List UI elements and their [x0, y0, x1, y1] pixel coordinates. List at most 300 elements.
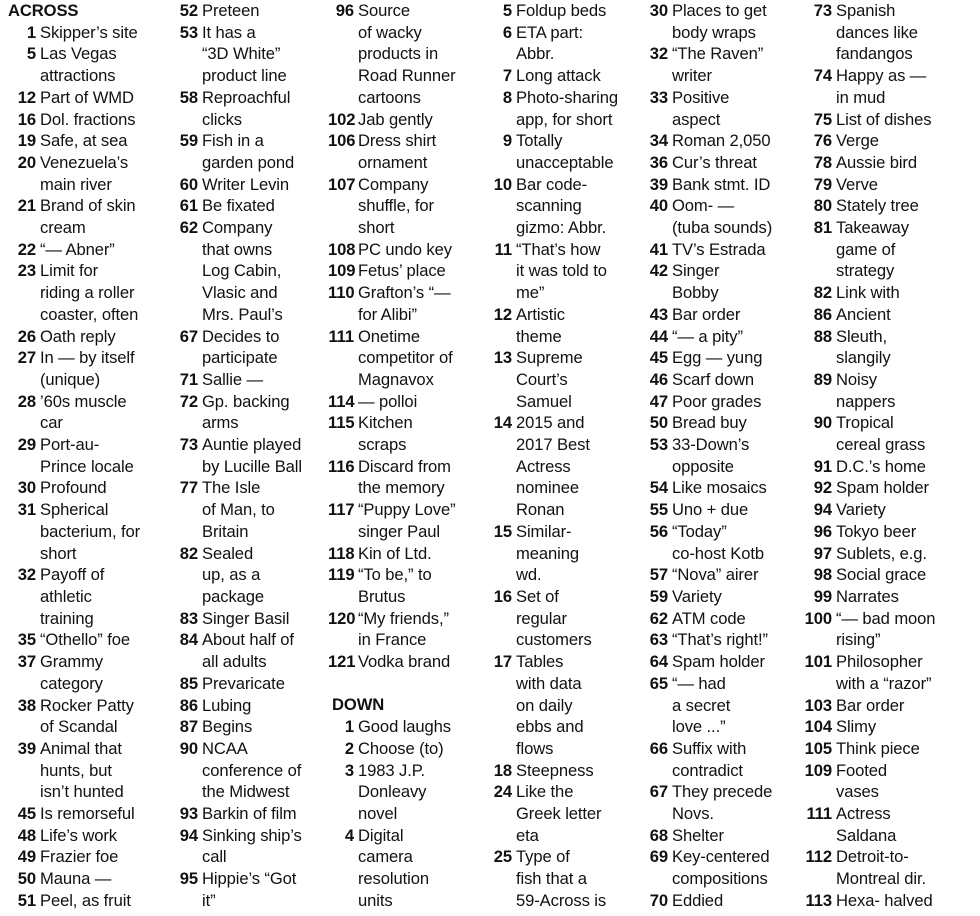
clue-text: NCAA conference of the Midwest: [202, 738, 302, 802]
clue-item: [800, 130, 976, 152]
clue-number: 92: [813, 478, 832, 498]
clue-item: [640, 130, 796, 152]
clue-text: — polloi: [358, 391, 418, 411]
clue-item: [4, 738, 154, 803]
clue-text: Think piece: [836, 738, 920, 758]
clue-number: 3: [344, 760, 354, 780]
clue-item: [800, 0, 976, 65]
clue-item: [4, 868, 154, 890]
clue-number: 70: [649, 890, 668, 910]
clue-number: 30: [17, 478, 36, 498]
clue-text: Company that owns Log Cabin, Vlasic and Mrs. Paul’s: [202, 218, 283, 324]
clue-item: [800, 586, 976, 608]
clue-number: 19: [17, 131, 36, 151]
clue-text: Link with: [836, 283, 900, 303]
clue-number: 49: [17, 847, 36, 867]
clue-number: 46: [649, 369, 668, 389]
clue-text: Ancient: [836, 304, 891, 324]
clue-item: [328, 499, 480, 542]
clue-text: Philosopher with a “razor”: [836, 652, 932, 693]
clue-number: 117: [328, 500, 355, 520]
clue-text: ’60s muscle car: [40, 391, 127, 433]
clue-item: [328, 0, 480, 109]
clue-text: Spam holder: [672, 652, 765, 672]
clue-number: 24: [493, 782, 512, 802]
clue-text: Noisy nappers: [836, 369, 896, 411]
clue-number: 45: [649, 348, 668, 368]
clue-text: Tropical cereal grass: [836, 413, 926, 455]
clue-item: [800, 651, 976, 694]
clue-item: [166, 369, 324, 391]
clue-item: [166, 868, 324, 911]
clue-text: “Nova” airer: [672, 565, 759, 585]
clue-item: [640, 347, 796, 369]
clue-item: [640, 586, 796, 608]
clue-text: Foldup beds: [516, 1, 607, 20]
clue-item: [640, 195, 796, 238]
clue-number: 75: [813, 109, 832, 129]
clue-text: Shelter: [672, 825, 724, 845]
clue-number: 40: [649, 196, 668, 216]
clue-text: Digital camera resolution units: [358, 825, 429, 910]
clue-item: [640, 564, 796, 586]
clue-text: Kitchen scraps: [358, 413, 413, 455]
clue-item: [800, 716, 976, 738]
clue-item: [328, 239, 480, 261]
clue-number: 25: [493, 847, 512, 867]
clue-number: 64: [649, 652, 668, 672]
clue-item: [166, 434, 324, 477]
clue-text: Payoff of athletic training: [40, 565, 105, 628]
clue-number: 111: [806, 804, 832, 824]
clue-item: [328, 738, 480, 760]
clue-number: 16: [17, 109, 36, 129]
clue-item: [328, 391, 480, 413]
clue-text: About half of all adults: [202, 630, 294, 672]
clue-item: [4, 477, 154, 499]
clue-number: 77: [179, 478, 198, 498]
section-heading-down: DOWN: [332, 695, 385, 715]
clue-text: Kin of Ltd.: [358, 543, 432, 563]
clue-number: 119: [328, 565, 355, 585]
clue-item: [4, 239, 154, 261]
clue-item: [640, 651, 796, 673]
clue-item: [640, 477, 796, 499]
clue-item: [328, 543, 480, 565]
clue-number: 89: [813, 369, 832, 389]
clue-number: 72: [179, 391, 198, 411]
clue-item: [800, 326, 976, 369]
clue-item: [166, 87, 324, 130]
clue-number: 104: [804, 717, 832, 737]
clue-item: [166, 825, 324, 868]
clue-text: D.C.’s home: [836, 456, 926, 476]
clue-text: Verge: [836, 131, 879, 151]
clue-item: [486, 87, 634, 130]
clue-number: 109: [804, 760, 832, 780]
clue-text: Roman 2,050: [672, 131, 771, 151]
clue-number: 10: [493, 174, 512, 194]
clue-number: 2: [344, 738, 354, 758]
clue-number: 58: [179, 87, 198, 107]
clue-text: Source of wacky products in Road Runner cartoons: [358, 1, 456, 107]
clue-item: [800, 499, 976, 521]
clue-item: [4, 195, 154, 238]
clue-text: Narrates: [836, 586, 899, 606]
clue-number: 111: [328, 326, 354, 346]
clue-number: 4: [344, 825, 354, 845]
clue-text: Like mosaics: [672, 478, 767, 498]
clue-text: Totally unacceptable: [516, 131, 614, 172]
clue-number: 9: [502, 131, 512, 151]
clue-text: Set of regular customers: [516, 586, 592, 650]
clue-text: Social grace: [836, 565, 927, 585]
clue-item: [640, 499, 796, 521]
clue-item: [640, 629, 796, 651]
clue-text: Dress shirt ornament: [358, 131, 437, 172]
clue-number: 21: [17, 196, 36, 216]
clue-number: 86: [179, 695, 198, 715]
clue-item: [800, 738, 976, 760]
clue-text: 2015 and 2017 Best Actress nominee Ronan: [516, 413, 590, 520]
clue-text: Oath reply: [40, 326, 116, 346]
clue-item: [800, 174, 976, 196]
clue-number: 67: [649, 782, 668, 802]
clue-text: Photo-sharing app, for short: [516, 87, 619, 129]
clue-number: 15: [493, 521, 512, 541]
clue-text: TV’s Estrada: [672, 239, 766, 259]
clue-item: [4, 152, 154, 195]
clue-number: 13: [493, 348, 512, 368]
clue-item: [640, 521, 796, 564]
clue-text: Positive aspect: [672, 87, 730, 129]
clue-text: Rocker Patty of Scandal: [40, 695, 134, 737]
clue-text: Singer Basil: [202, 608, 290, 628]
clue-text: Supreme Court’s Samuel: [516, 348, 583, 411]
clue-number: 81: [813, 218, 832, 238]
clue-number: 121: [328, 652, 356, 672]
clue-number: 79: [813, 174, 832, 194]
clue-item: [166, 477, 324, 542]
clue-item: [800, 369, 976, 412]
clue-number: 101: [804, 652, 832, 672]
clue-item: [328, 760, 480, 825]
clue-item: [4, 347, 154, 390]
clue-item: [4, 260, 154, 325]
clue-number: 86: [813, 304, 832, 324]
clue-item: [486, 130, 634, 173]
clue-item: [800, 195, 976, 217]
clue-text: “Today” co-host Kotb: [672, 521, 764, 563]
clue-item: [486, 651, 634, 760]
clue-text: Happy as — in mud: [836, 66, 927, 107]
clue-text: Footed vases: [836, 760, 888, 802]
clue-item: [486, 65, 634, 87]
clue-number: 35: [17, 630, 36, 650]
clue-item: [166, 22, 324, 87]
clue-text: Auntie played by Lucille Ball: [202, 435, 302, 476]
clue-number: 31: [17, 500, 36, 520]
clue-text: Barkin of film: [202, 804, 297, 824]
clue-number: 1: [26, 22, 36, 42]
clue-number: 50: [17, 869, 36, 889]
clue-text: Venezuela’s main river: [40, 152, 129, 194]
clue-item: [640, 825, 796, 847]
clue-number: 39: [649, 174, 668, 194]
clue-item: [4, 825, 154, 847]
clue-number: 84: [179, 630, 198, 650]
clue-text: Peel, as fruit: [40, 890, 131, 910]
clue-item: [166, 738, 324, 803]
clue-number: 17: [493, 652, 512, 672]
clue-item: [166, 130, 324, 173]
clue-number: 99: [813, 586, 832, 606]
clue-item: [166, 391, 324, 434]
clue-column-5: [640, 0, 796, 912]
clue-text: Grafton’s “— for Alibi”: [358, 283, 451, 324]
clue-item: [800, 695, 976, 717]
clue-number: 118: [328, 543, 355, 563]
clue-number: 11: [494, 239, 512, 259]
clue-number: 73: [813, 1, 832, 20]
clue-item: [640, 846, 796, 889]
clue-item: [486, 846, 634, 911]
clue-number: 52: [179, 1, 198, 20]
clue-number: 1: [344, 717, 354, 737]
clue-text: Stately tree: [836, 196, 919, 216]
clue-number: 114: [328, 391, 355, 411]
clue-text: 1983 J.P. Donleavy novel: [358, 760, 427, 823]
clue-text: Port-au- Prince locale: [40, 435, 134, 476]
clue-number: 22: [17, 239, 36, 259]
clue-item: [800, 608, 976, 651]
clue-text: Prevaricate: [202, 673, 285, 693]
clue-item: [800, 477, 976, 499]
clue-text: ATM code: [672, 608, 746, 628]
clue-text: List of dishes: [836, 109, 932, 129]
clue-item: [800, 543, 976, 565]
clue-item: [328, 174, 480, 239]
clue-item: [640, 890, 796, 912]
clue-item: [166, 608, 324, 630]
clue-number: 93: [179, 804, 198, 824]
clue-number: 23: [17, 261, 36, 281]
clue-item: [800, 456, 976, 478]
clue-item: [640, 260, 796, 303]
clue-item: [328, 130, 480, 173]
clue-item: [4, 391, 154, 434]
clue-number: 53: [179, 22, 198, 42]
clue-number: 33: [649, 87, 668, 107]
clue-item: [640, 43, 796, 86]
clue-number: 116: [328, 456, 355, 476]
clue-text: Vodka brand: [358, 652, 451, 672]
clue-number: 59: [649, 586, 668, 606]
clue-number: 32: [17, 565, 36, 585]
clue-item: [328, 109, 480, 131]
clue-item: [640, 608, 796, 630]
clue-text: “Othello” foe: [40, 630, 131, 650]
clue-text: Life’s work: [40, 825, 117, 845]
clue-number: 90: [813, 413, 832, 433]
clue-number: 87: [179, 717, 198, 737]
clue-item: [328, 564, 480, 607]
clue-item: [166, 174, 324, 196]
clue-number: 80: [813, 196, 832, 216]
clue-number: 91: [813, 456, 832, 476]
clue-text: Similar- meaning wd.: [516, 521, 579, 585]
clue-number: 53: [649, 435, 668, 455]
clue-item: [166, 716, 324, 738]
clue-number: 88: [813, 326, 832, 346]
clue-text: Bar order: [672, 304, 741, 324]
clue-item: [328, 716, 480, 738]
clue-text: Fetus’ place: [358, 261, 446, 281]
clue-number: 42: [649, 261, 668, 281]
clue-number: 14: [493, 413, 512, 433]
clue-item: [4, 695, 154, 738]
clue-number: 39: [17, 738, 36, 758]
clue-number: 44: [649, 326, 668, 346]
section-heading-across: ACROSS: [8, 1, 79, 20]
clue-item: [640, 369, 796, 391]
clue-text: “The Raven” writer: [672, 44, 764, 86]
clue-column-4: [486, 0, 634, 912]
clue-item: [328, 456, 480, 499]
clue-item: [486, 521, 634, 586]
clue-item: [800, 760, 976, 803]
clue-number: 67: [179, 326, 198, 346]
clue-text: Tokyo beer: [836, 521, 917, 541]
clue-text: Scarf down: [672, 369, 755, 389]
clue-number: 120: [328, 608, 356, 628]
clue-text: Bar code- scanning gizmo: Abbr.: [516, 174, 607, 238]
clue-number: 105: [804, 738, 832, 758]
clue-number: 62: [179, 218, 198, 238]
clue-number: 30: [649, 1, 668, 20]
clue-number: 45: [17, 804, 36, 824]
clue-item: [4, 499, 154, 564]
clue-number: 7: [502, 66, 512, 86]
clue-item: [486, 22, 634, 65]
clue-item: [800, 412, 976, 455]
clue-text: Detroit-to- Montreal dir.: [836, 847, 927, 889]
clue-number: 94: [813, 500, 832, 520]
clue-text: “To be,” to Brutus: [358, 565, 432, 606]
clue-column-3: [328, 0, 480, 912]
clue-number: 83: [179, 608, 198, 628]
clue-number: 96: [813, 521, 832, 541]
clue-number: 68: [649, 825, 668, 845]
clue-number: 106: [328, 131, 356, 151]
clue-item: [4, 803, 154, 825]
clue-text: Begins: [202, 717, 253, 737]
clue-text: PC undo key: [358, 239, 452, 259]
clue-text: Egg — yung: [672, 348, 763, 368]
clue-text: Tables with data on daily ebbs and flows: [516, 652, 584, 758]
clue-text: Cur’s threat: [672, 152, 757, 172]
clue-number: 69: [649, 847, 668, 867]
clue-text: Gp. backing arms: [202, 391, 290, 433]
clue-text: It has a “3D White” product line: [202, 22, 287, 86]
clue-number: 8: [502, 87, 512, 107]
clue-item: [166, 695, 324, 717]
clue-item: [4, 434, 154, 477]
clue-number: 32: [649, 44, 668, 64]
clue-item: [800, 217, 976, 282]
clue-item: [800, 521, 976, 543]
clue-number: 71: [179, 369, 198, 389]
clue-number: 34: [649, 131, 668, 151]
clue-text: Like the Greek letter eta: [516, 782, 602, 845]
clue-item: [4, 629, 154, 651]
clue-number: 26: [17, 326, 36, 346]
clue-column-6: [800, 0, 976, 912]
clue-number: 41: [649, 239, 668, 259]
clue-text: “That’s right!”: [672, 630, 768, 650]
clue-text: “My friends,” in France: [358, 608, 449, 650]
clue-item: [4, 87, 154, 109]
clue-item: [640, 738, 796, 781]
clue-number: 98: [813, 565, 832, 585]
clue-number: 74: [813, 66, 832, 86]
clue-number: 27: [17, 348, 36, 368]
clue-item: [640, 781, 796, 824]
clue-number: 12: [493, 304, 512, 324]
clue-number: 82: [813, 283, 832, 303]
clue-item: [4, 651, 154, 694]
clue-number: 47: [649, 391, 668, 411]
clue-text: Spherical bacterium, for short: [40, 500, 141, 563]
clue-text: Places to get body wraps: [672, 1, 767, 42]
clue-item: [800, 304, 976, 326]
clue-item: [640, 412, 796, 434]
clue-number: 112: [805, 847, 832, 867]
clue-text: Sleuth, slangily: [836, 326, 891, 368]
clue-item: [640, 0, 796, 43]
clue-number: 61: [179, 196, 198, 216]
clue-item: [640, 304, 796, 326]
clue-text: “— a pity”: [672, 326, 743, 346]
clue-item: [486, 781, 634, 846]
clue-item: [486, 760, 634, 782]
clue-text: Choose (to): [358, 738, 444, 758]
clue-number: 20: [17, 152, 36, 172]
clue-number: 103: [804, 695, 832, 715]
clue-text: Brand of skin cream: [40, 196, 136, 238]
clue-text: Dol. fractions: [40, 109, 136, 129]
clue-text: Good laughs: [358, 717, 452, 737]
clue-column-2: [166, 0, 324, 912]
clue-text: Variety: [672, 586, 722, 606]
clue-text: Writer Levin: [202, 174, 290, 194]
clue-text: Actress Saldana: [836, 804, 897, 845]
clue-number: 63: [649, 630, 668, 650]
clue-item: [640, 239, 796, 261]
clue-item: [640, 174, 796, 196]
clue-number: 5: [26, 44, 36, 64]
clue-text: Decides to participate: [202, 326, 280, 368]
clue-text: Type of fish that a 59-Across is: [516, 847, 607, 910]
clue-number: 97: [813, 543, 832, 563]
clue-item: [486, 412, 634, 521]
clue-number: 108: [328, 239, 356, 259]
clue-item: [166, 673, 324, 695]
clue-number: 78: [813, 152, 832, 172]
clue-item: [328, 412, 480, 455]
clue-item: [486, 174, 634, 239]
clue-number: 16: [493, 586, 512, 606]
